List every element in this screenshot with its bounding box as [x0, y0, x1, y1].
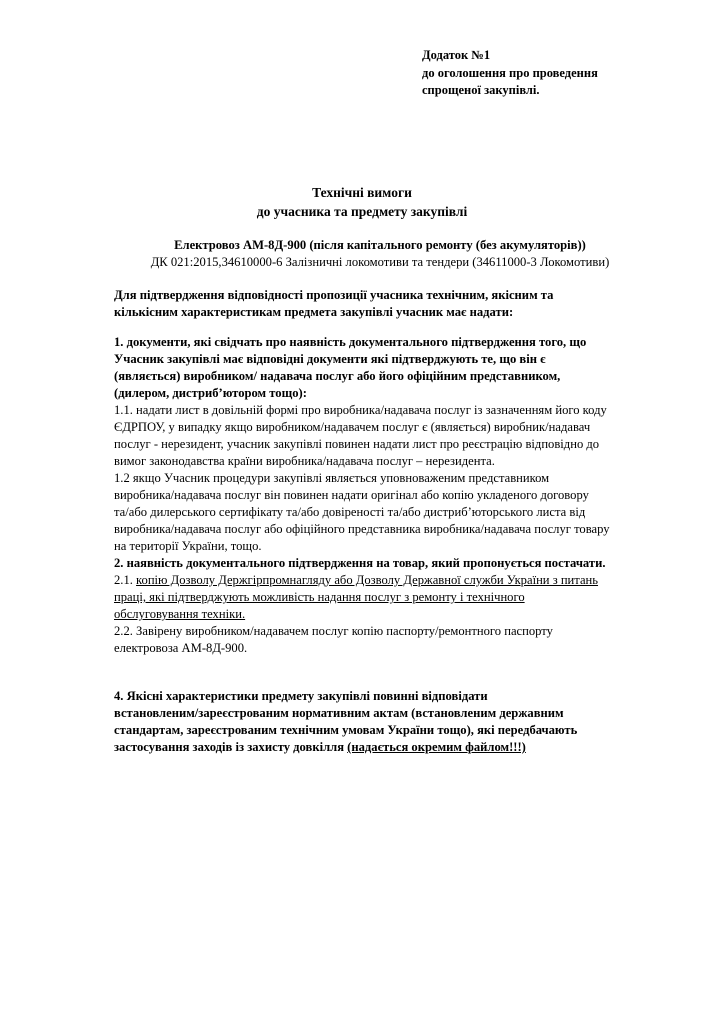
item-2-1-underlined-text: копію Дозволу Держгірпромнагляду або Дозволу Державної служби України з питань: [136, 573, 599, 587]
item-1-2-line: виробника/надавача послуг він повинен надати оригінал або копію укладеного договору: [114, 488, 589, 502]
subject-name: Електровоз АМ-8Д-900 (після капітального ремонту (без акумуляторів)): [174, 238, 586, 252]
appendix-line: спрощеної закупівлі.: [422, 83, 540, 97]
requirements-body: [114, 287, 704, 756]
intro-line: Для підтвердження відповідності пропозиції учасника технічним, якісним та: [114, 288, 554, 302]
title-line: до учасника та предмету закупівлі: [256, 204, 468, 219]
separate-file-note: (надається окремим файлом!!!): [347, 740, 526, 754]
item-2-2-line: 2.2. Завірену виробником/надавачем послуг копію паспорту/ремонтного паспорту: [114, 624, 553, 638]
section1-heading-line: Учасник закупівлі має відповідні документи які підтверджують те, що він є: [114, 352, 546, 366]
section2-heading: 2. наявність документального підтвердження на товар, який пропонується постачати.: [114, 556, 606, 570]
item-2-2-line: електровоза АМ-8Д-900.: [114, 641, 248, 655]
procurement-subject: [60, 237, 700, 271]
section1-heading-line: 1. документи, які свідчать про наявність документального підтвердження того, що: [114, 335, 587, 349]
item-2-1-underlined-text: праці, які підтверджують можливість надання послуг з ремонту і технічного: [114, 590, 525, 604]
item-1-2-line: 1.2 якщо Учасник процедури закупівлі являється уповноваженим представником: [114, 471, 550, 485]
appendix-number: Додаток №1: [422, 48, 491, 62]
item-1-1-line: вимог законодавства країни виробника/надавача послуг – нерезидента.: [114, 454, 495, 468]
section4-line: стандартам, зареєстрованим технічним умовам України тощо), які передбачають: [114, 723, 578, 737]
item-2-1-line: [114, 572, 704, 589]
item-2-1-number: 2.1.: [114, 573, 137, 587]
section1-heading-line: (дилером, дистриб’ютором тощо):: [114, 386, 307, 400]
title-line: Технічні вимоги: [312, 185, 412, 200]
section4-line: [114, 739, 704, 756]
item-2-1-underlined-text: обслуговування техніки.: [114, 607, 246, 621]
item-1-1-line: 1.1. надати лист в довільній формі про виробника/надавача послуг із зазначенням його коду: [114, 403, 607, 417]
appendix-line: до оголошення про проведення: [422, 65, 598, 80]
section1-heading-line: (являється) виробником/ надавача послуг або його офіційним представником,: [114, 369, 561, 383]
item-1-2-line: виробника/надавача послуг або офіційного представника виробника/надавача послуг товару: [114, 522, 610, 536]
item-1-1-line: послуг - нерезидент, учасник закупівлі повинен надати лист про реєстрацію відповідно до: [114, 437, 600, 451]
document-title: [0, 183, 724, 221]
section4-line: 4. Якісні характеристики предмету закупівлі повинні відповідати: [114, 689, 488, 703]
section4-line: встановленим/зареєстрованим нормативним актам (встановленим державним: [114, 706, 564, 720]
intro-line: кількісним характеристикам предмета закупівлі учасник має надати:: [114, 305, 514, 319]
appendix-header: [422, 47, 712, 100]
item-1-2-line: на території України, тощо.: [114, 539, 262, 553]
item-1-2-line: та/або дилерського сертифікату та/або довіреності та/або дистриб’юторського листа від: [114, 505, 586, 519]
subject-code: ДК 021:2015,34610000-6 Залізничні локомотиви та тендери (34611000-3 Локомотиви): [150, 255, 610, 269]
item-1-1-line: ЄДРПОУ, у випадку якщо виробником/надавачем послуг є (являється) виробник/надавач: [114, 420, 591, 434]
section4-last-text: застосування заходів із захисту довкілля: [114, 740, 348, 754]
